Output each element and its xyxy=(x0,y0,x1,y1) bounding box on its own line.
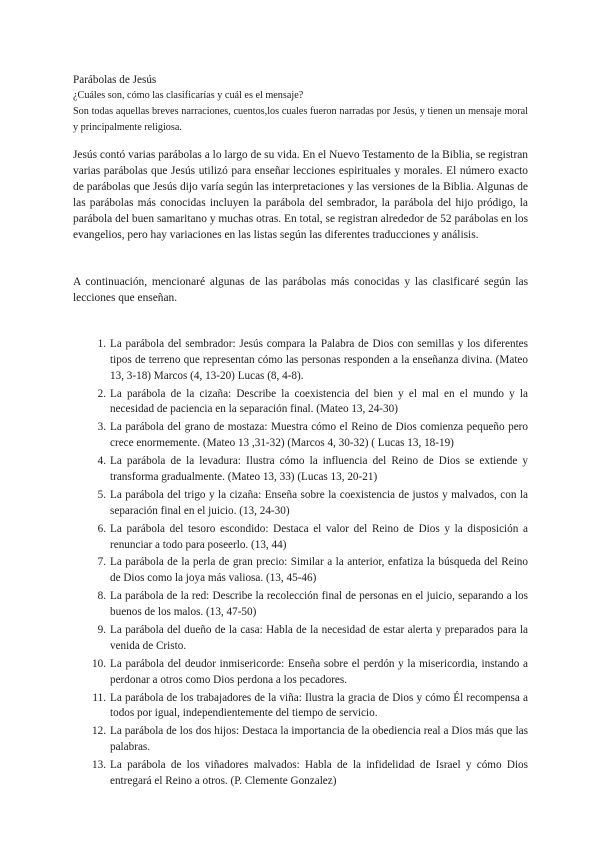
list-text: La parábola del deudor inmisericorde: Enseña sobre el perdón y la misericordia, instando a perdonar a otros como Dios perdona a los pecadores. xyxy=(110,657,528,686)
list-text: La parábola del tesoro escondido: Destaca el valor del Reino de Dios y la disposición a renunciar a todo para poseerlo. (13, 44) xyxy=(110,522,528,551)
parables-list xyxy=(88,337,528,792)
list-number: 3. xyxy=(97,421,106,434)
list-text: La parábola del trigo y la cizaña: Enseña sobre la coexistencia de justos y malvados, con la separación final en el juicio. (13, 24-30) xyxy=(110,488,528,517)
list-item xyxy=(88,758,528,790)
list-text: La parábola de la red: Describe la recolección final de personas en el juicio, separando a los buenos de los malos. (13, 47-50) xyxy=(110,590,528,619)
list-item xyxy=(88,657,528,689)
list-text: La parábola del grano de mostaza: Muestra cómo el Reino de Dios comienza pequeño pero crece enormemente. (Mateo 13 ,31-32) (Marcos 4, 30-32) ( Lucas 13, 18-19) xyxy=(110,421,528,450)
list-number: 12. xyxy=(92,725,106,738)
list-number: 10. xyxy=(92,657,106,670)
list-item xyxy=(88,337,528,384)
list-text: La parábola del dueño de la casa: Habla de la necesidad de estar alerta y preparados para la venida de Cristo. xyxy=(110,624,528,652)
body-paragraph-1: Jesús contó varias parábolas a lo largo de su vida. En el Nuevo Testamento de la Biblia, se registran varias parábolas que Jesús utilizó para enseñar lecciones espirituales y morales. El número exacto de parábolas que Jesús dijo varía según las interpretaciones y las versiones de la Biblia. Algunas de las parábolas más conocidas incluyen la parábola del sembrador, la parábola del hijo pródigo, la parábola del buen samaritano y muchas otras. En total, se registran alrededor de 52 parábolas en los evangelios, pero hay variaciones en las listas según las diferentes traducciones y análisis. xyxy=(73,149,528,242)
list-number: 7. xyxy=(97,556,106,569)
list-number: 2. xyxy=(97,387,106,400)
list-item xyxy=(88,387,528,419)
list-item xyxy=(88,623,528,655)
list-item xyxy=(88,488,528,520)
document-title: Parábolas de Jesús xyxy=(73,74,157,86)
list-text: La parábola de los dos hijos: Destaca la importancia de la obediencia real a Dios más que las palabras. xyxy=(110,725,528,754)
list-item xyxy=(88,555,528,587)
list-number: 11. xyxy=(92,691,106,704)
list-number: 6. xyxy=(97,522,106,535)
list-item xyxy=(88,589,528,621)
list-text: La parábola de la cizaña: Describe la coexistencia del bien y el mal en el mundo y la necesidad de paciencia en la separación final. (Mateo 13, 24-30) xyxy=(110,387,528,416)
list-item xyxy=(88,522,528,554)
list-item xyxy=(88,691,528,723)
list-number: 1. xyxy=(97,338,106,350)
list-text: La parábola del sembrador: Jesús compara la Palabra de Dios con semillas y los diferentes tipos de terreno que representan cómo las personas responden a la enseñanza divina. (Mateo 13, 3-18) Marcos (4, 13-20) Lucas (8, 4-8). xyxy=(110,338,528,382)
list-text: La parábola de la perla de gran precio: Similar a la anterior, enfatiza la búsqueda del Reino de Dios como la joya más valiosa. (13, 45-46) xyxy=(110,556,528,585)
body-paragraph-2: A continuación, mencionaré algunas de las parábolas más conocidas y las clasificaré según las lecciones que enseñan. xyxy=(73,276,528,305)
list-number: 5. xyxy=(97,488,106,501)
list-text: La parábola de los viñadores malvados: Habla de la infidelidad de Israel y cómo Dios entregará el Reino a otros. (P. Clemente Gonzalez) xyxy=(110,759,528,787)
list-text: La parábola de los trabajadores de la viña: Ilustra la gracia de Dios y cómo Él recompensa a todos por igual, independientemente del tiempo de servicio. xyxy=(110,691,528,720)
list-number: 8. xyxy=(97,590,106,603)
list-number: 9. xyxy=(97,624,106,637)
list-item xyxy=(88,420,528,452)
list-item xyxy=(88,724,528,756)
intro-text: Son todas aquellas breves narraciones, cuentos,los cuales fueron narradas por Jesús, y tienen un mensaje moral y principalmente religiosa. xyxy=(73,106,528,133)
document-subtitle: ¿Cuáles son, cómo las clasificarías y cuál es el mensaje? xyxy=(73,90,304,101)
document-header xyxy=(73,72,528,136)
list-item xyxy=(88,454,528,486)
list-number: 13. xyxy=(92,759,106,772)
list-text: La parábola de la levadura: Ilustra cómo la influencia del Reino de Dios se extiende y transforma gradualmente. (Mateo 13, 33) (Lucas 13, 20-21) xyxy=(110,455,528,483)
list-number: 4. xyxy=(97,455,106,468)
